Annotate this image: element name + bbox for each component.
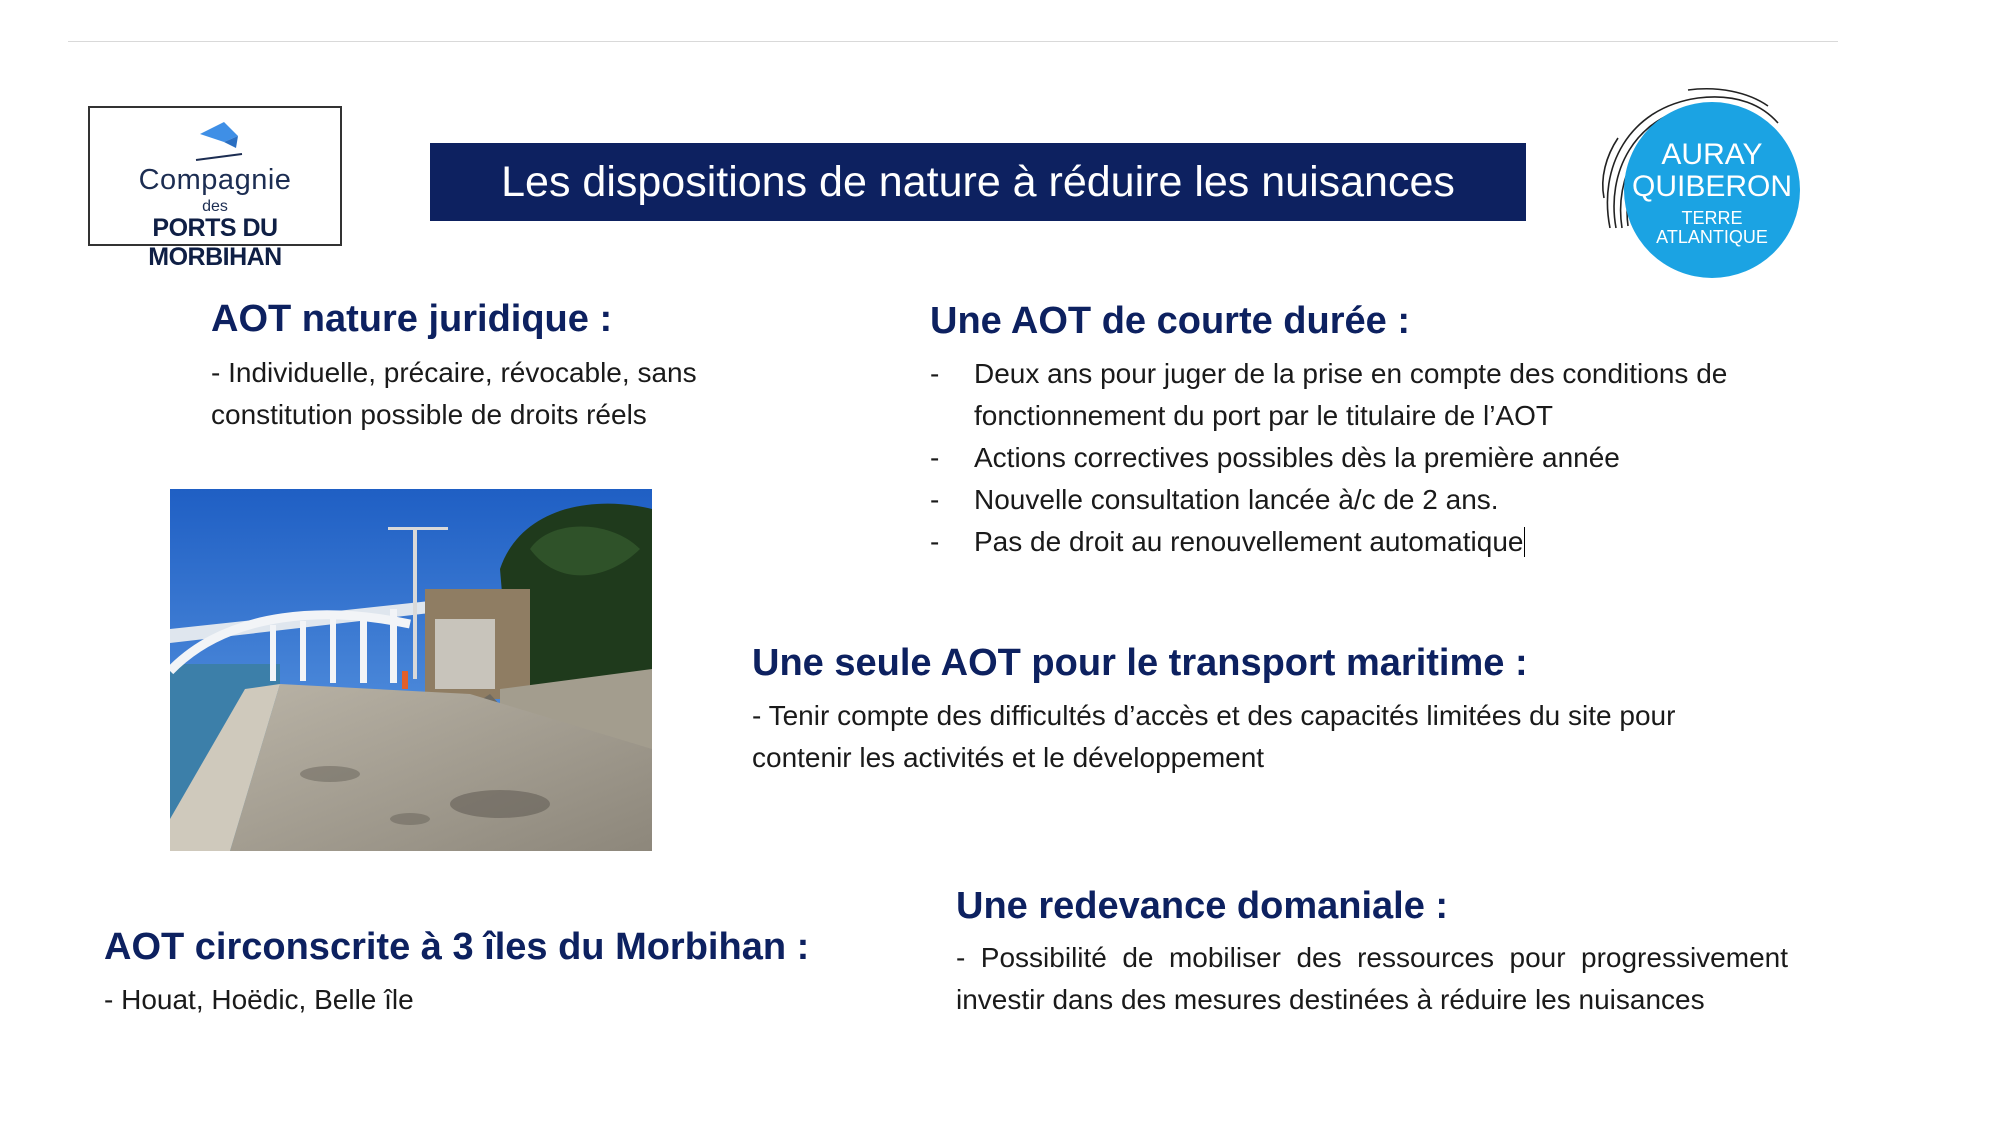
ports-morbihan-logo [88,106,342,271]
courte-duree-list-block [930,353,1850,563]
slide-title: Les dispositions de nature à réduire les nuisances [501,157,1455,206]
top-divider [68,41,1838,42]
redevance-domaniale-text-block [956,937,1788,1021]
auray-quiberon-logo [1588,78,1808,288]
transport-maritime-text-block [752,695,1692,779]
logo-text-quiberon: QUIBERON [1631,170,1793,203]
list-item: - Pas de droit au renouvellement automatique [930,526,1524,557]
harbor-bridge-photo [170,489,652,851]
text-caret [1524,527,1525,557]
slide-title-banner [430,143,1526,221]
list-item: - Deux ans pour juger de la prise en compte des conditions de fonctionnement du port par le titulaire de l’AOT [930,358,1728,431]
flag-icon [194,118,244,164]
courte-duree-list [930,353,1850,563]
list-item: - Nouvelle consultation lancée à/c de 2 ans. [930,484,1499,515]
heading-nature-juridique: AOT nature juridique : [211,298,613,340]
iles-morbihan-text-block [104,979,704,1021]
heading-transport-maritime: Une seule AOT pour le transport maritime : [752,642,1528,684]
transport-maritime-text: - Tenir compte des difficultés d’accès et des capacités limitées du site pour contenir les activités et le développement [752,700,1676,773]
logo-text-terre: TERRE [1681,208,1743,228]
logo-text-auray: AURAY [1661,138,1763,171]
nature-juridique-text: - Individuelle, précaire, révocable, sans constitution possible de droits réels [211,357,697,430]
iles-morbihan-text: - Houat, Hoëdic, Belle île [104,984,414,1015]
heading-courte-duree: Une AOT de courte durée : [930,300,1410,342]
nature-juridique-text-block [211,352,801,436]
heading-iles-morbihan: AOT circonscrite à 3 îles du Morbihan : [104,926,810,968]
logo-text-atlantique: ATLANTIQUE [1656,227,1768,247]
logo-text-des: des [202,198,228,215]
logo-text-compagnie: Compagnie [138,164,292,196]
heading-redevance-domaniale: Une redevance domaniale : [956,885,1449,927]
list-item: - Actions correctives possibles dès la première année [930,442,1620,473]
logo-text-ports: PORTS DU MORBIHAN [148,214,282,271]
redevance-domaniale-text: - Possibilité de mobiliser des ressources pour progressivement investir dans des mesures destinées à réduire les nuisances [956,942,1788,1015]
